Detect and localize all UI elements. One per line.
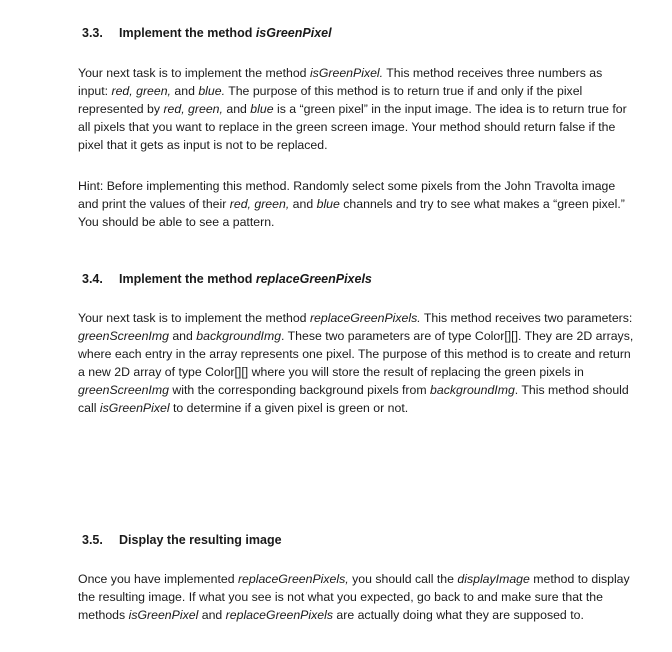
- text-run-italic: blue.: [198, 84, 226, 99]
- text-run: channels and try to see what makes a “green pixel.” You should be able to see a pattern.: [78, 197, 625, 230]
- text-run: Your next task is to implement the method: [78, 66, 310, 80]
- text-run: are actually doing what they are supposed to.: [332, 608, 584, 623]
- text-run-italic: greenScreenImg: [78, 383, 169, 398]
- text-run: This method receives three numbers as input:: [78, 66, 603, 99]
- text-run: and: [170, 84, 199, 99]
- section-number: 3.4.: [82, 272, 103, 286]
- text-run-italic: isGreenPixel.: [309, 66, 384, 80]
- text-run-italic: isGreenPixel: [128, 608, 199, 623]
- section-title: Implement the method: [119, 26, 256, 40]
- text-run-italic: red, green,: [229, 197, 290, 212]
- text-run-italic: blue: [250, 102, 274, 117]
- text-run: and: [222, 102, 251, 117]
- section-title: Implement the method: [119, 272, 256, 286]
- section-3-5-paragraph-1: [78, 570, 634, 624]
- section-3-3-hint-paragraph: [78, 177, 634, 231]
- section-3-5-heading: [82, 533, 282, 547]
- text-run-italic: replaceGreenPixels: [225, 608, 333, 623]
- text-run: Once you have implemented: [78, 572, 238, 586]
- section-3-4-paragraph-1: [78, 309, 634, 418]
- text-run: to determine if a given pixel is green or not.: [169, 401, 409, 416]
- text-run-italic: backgroundImg: [196, 329, 282, 344]
- text-run: and: [168, 329, 197, 344]
- text-run-italic: backgroundImg: [430, 383, 515, 398]
- paragraph-text: [78, 309, 634, 418]
- text-run: Hint: Before implementing this method. Randomly select some pixels from the John Travolta image and print the values of their: [78, 179, 616, 212]
- paragraph-text: [78, 64, 634, 154]
- text-run-italic: red, green,: [111, 84, 171, 99]
- text-run: is a “green pixel” in the input image. The idea is to return true for all pixels that you want to replace in the green screen image. Your method should return false if the pixel that it gets as input is not to be replaced.: [78, 102, 627, 153]
- text-run: The purpose of this method is to return true if and only if the pixel represented by: [78, 84, 583, 117]
- text-run: Your next task is to implement the method: [78, 311, 310, 325]
- text-run: . This method should call: [78, 383, 629, 416]
- text-run-italic: replaceGreenPixels.: [309, 311, 421, 325]
- section-number: 3.3.: [82, 26, 103, 40]
- text-run: and: [289, 197, 317, 212]
- text-run-italic: replaceGreenPixels,: [237, 572, 349, 586]
- section-title-method: replaceGreenPixels: [255, 272, 372, 286]
- section-3-4-heading: [82, 272, 372, 286]
- paragraph-text: [78, 177, 634, 231]
- section-number: 3.5.: [82, 533, 103, 547]
- text-run-italic: displayImage: [457, 572, 530, 586]
- section-title-method: isGreenPixel: [255, 26, 332, 40]
- text-run: with the corresponding background pixels from: [168, 383, 431, 398]
- text-run: you should call the: [348, 572, 458, 586]
- text-run-italic: greenScreenImg: [78, 329, 169, 344]
- text-run-italic: isGreenPixel: [99, 401, 170, 416]
- text-run: . These two parameters are of type Color[][]. They are 2D arrays, where each entry in the array represents one pixel. The purpose of this method is to create and return a new 2D array of type Color[][] where you will store the result of replacing the green pixels in: [78, 329, 634, 380]
- paragraph-text: [78, 570, 634, 624]
- text-run: This method receives two parameters:: [420, 311, 633, 325]
- text-run-italic: blue: [316, 197, 340, 212]
- section-3-3-paragraph-1: [78, 64, 634, 154]
- text-run-italic: red, green,: [163, 102, 223, 117]
- text-run: method to display the resulting image. If what you see is not what you expected, go back to and make sure that the methods: [78, 572, 630, 623]
- section-title: Display the resulting image: [119, 533, 282, 547]
- section-3-3-heading: [82, 26, 332, 40]
- text-run: and: [198, 608, 226, 623]
